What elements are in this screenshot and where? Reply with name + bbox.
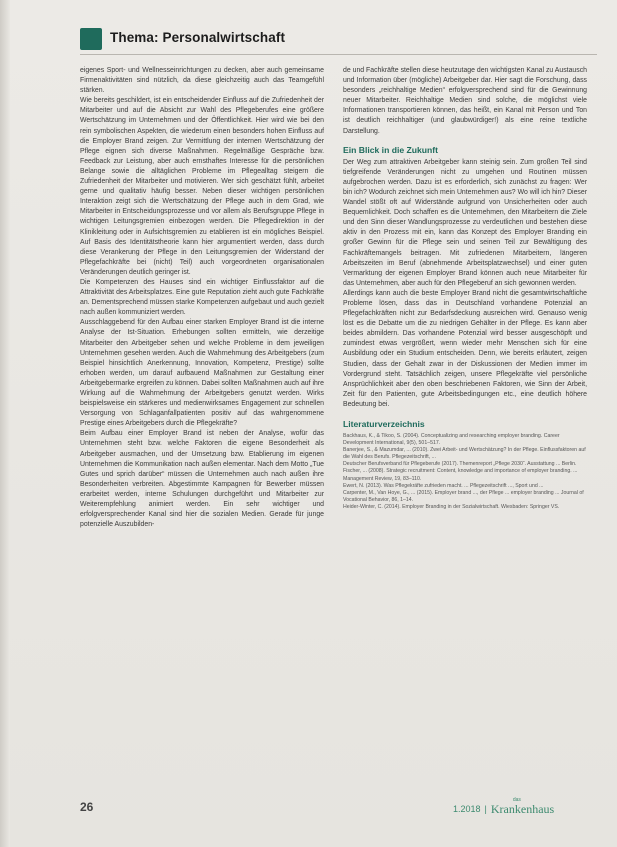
literature-item: Banerjee, S., & Mazumdar, ... (2010). Zwei Arbeit- und Wertschätzung? In der Pflege. Einflussfaktoren auf die Wahl des Berufs. Pflegezeitschrift, ... xyxy=(343,447,586,461)
literature-item: Backhaus, K., & Tikoo, S. (2004). Conceptualizing and researching employer branding. Career Development International, 9(5), 501–517. xyxy=(343,433,560,447)
page-binding-shadow xyxy=(0,0,10,847)
section-marker xyxy=(80,28,102,50)
paragraph: de und Fachkräfte stellen diese heutzutage den wichtigsten Kanal zu Austausch und Information über (mögliche) Arbeitgeber dar. Hier sagt die Forschung, dass besonders „reichhaltige Medien“ erfolgversprechend sind für die Gewinnung neuer Mitarbeiter. Reichhaltige Medien sind solche, die möglichst viele Informationen transportieren können, das heißt, ein Kanal mit Person und Ton ist deutlich reichhaltiger (und glaubwürdiger!) als eine reine textliche Darstellung. xyxy=(343,67,587,135)
literature-list xyxy=(343,433,587,511)
issue-number: 1.2018 xyxy=(453,804,481,814)
section-title: Thema: Personalwirtschaft xyxy=(110,30,286,45)
header-divider xyxy=(80,54,597,55)
section-heading: Ein Blick in die Zukunft xyxy=(343,144,439,155)
right-column xyxy=(343,66,587,766)
literature-item: Fischer, ... (2008). Strategic recruitment: Content, knowledge and importance of employer branding. ... Management Review, 19, 83–110. xyxy=(343,468,578,482)
paragraph: Wie bereits geschildert, ist ein entscheidender Einfluss auf die Zufriedenheit der Mitarbeiter und auf die Absicht zur Wahl des Pflegeberufes eine größere Wertschätzung im Unternehmen und der Öffentlichkeit. Hier wird wie bei den rein symbolischen Aspekten, die wiederum einen besonders hohen Einfluss auf die Employer Brand zeigen. Zur Vermittlung der internen Wertschätzung der Pflege eignen sich diverse Maßnahmen. Regelmäßige Gespräche bzw. Feedback zur Leistung, aber auch ernsthaftes Interesse für die persönlichen Belange sowie die alltäglichen Probleme im Pflegealltag steigern die Zufriedenheit der Mitarbeiter und motivieren. Wer sich geschätzt fühlt, arbeitet gerne und qualitativ häufig besser. Neben dieser wichtigen persönlichen Interaktion zeigt sich die Wertschätzung der Pflege auch in dem Grad, wie Mitarbeiter in Entscheidungsprozesse und vor allem als Berufsgruppe Pflege in wichtigen Leitungsgremien einbezogen werden. Die Pflegedirektion in der Klinikleitung oder in Aufsichtsgremien zu etablieren ist ein mögliches Beispiel. Auf Basis des Identitätstheorie kann hier argumentiert werden, dass durch diese Verankerung der Pflege in den Leitungsgremien der Widerstand der Pflegefachkräfte bei (nicht) Teil) auch vorgeordneten organisationalen Veränderungen deutlich geringer ist. xyxy=(80,97,324,276)
literature-item: Deutscher Berufsverband für Pflegeberufe (2017). Themenreport „Pflege 2030“. Ausstattung ... Berlin. xyxy=(343,461,577,468)
paragraph: Beim Aufbau einer Employer Brand ist neben der Analyse, wofür das Unternehmen steht bzw. welche Faktoren die eigene Besonderheit als Arbeitgeber ausmachen, und der Umsetzung bzw. Etablierung im eigenen Unternehmen die Kommunikation nach außen elementar. Nach dem Motto „Tue Gutes und sprich darüber“ müssen die Unternehmen auch nach außen ihre Besonderheiten verbreiten. Abgestimmte Kampagnen für Bewerber müssen erarbeitet werden, interne Schulungen durchgeführt und Mitarbeiter zur Weiterempfehlung animiert werden. Ein sehr wichtiger und erfolgversprechender Kanal sind hier die sozialen Medien. Gerade für junge potenzielle Auszubilden- xyxy=(80,430,324,529)
logo-article: das xyxy=(512,797,521,803)
footer-separator: | xyxy=(484,804,487,814)
literature-item: Heider-Winter, C. (2014). Employer Branding in der Sozialwirtschaft. Wiesbaden: Springer VS. xyxy=(343,503,560,510)
left-column xyxy=(80,66,324,836)
literature-item: Ewert, N. (2013). Was Pflegekräfte zufrieden macht. ... Pflegezeitschrift ..., Sport und ... xyxy=(343,482,544,489)
paragraph: eigenes Sport- und Wellnesseinrichtungen zu decken, aber auch gemeinsame Firmenaktivitäten sind nützlich, da diese gleichzeitig auch das Teamgefühl stärken. xyxy=(80,67,324,95)
paragraph: Ausschlaggebend für den Aufbau einer starken Employer Brand ist die interne Analyse der Ist-Situation. Erhebungen sollten ermitteln, wie derzeitige Mitarbeiter den Arbeitgeber sehen und welche Probleme in dem jeweiligen Unternehmen gesehen werden. Auch die Wahrnehmung des Arbeitgebers (zum Beispiel hinsichtlich Anerkennung, Innovation, Kompetenz, Prestige) sollte erhoben werden, um darauf aufbauend Maßnahmen zur Gestaltung einer Arbeitgebermarke ergreifen zu können. Dabei sollten Maßnahmen auch auf ihre Wirkung auf die Wahrnehmung der Arbeitgebers genutzt werden. Wirks beispielsweise ein stärkeres und medienwirksames Engagement zur schnellen Versorgung von Schlaganfallpatienten positiv auf das wahrgenommene Prestige eines Arbeitgebers durch die Pflegekräfte? xyxy=(80,319,324,428)
page-number: 26 xyxy=(80,800,94,814)
logo-name: Krankenhaus xyxy=(490,802,555,816)
literature-heading: Literaturverzeichnis xyxy=(343,419,425,429)
magazine-logo xyxy=(491,797,554,816)
paragraph: Die Kompetenzen des Hauses sind ein wichtiger Einflussfaktor auf die Attraktivität des Arbeitsplatzes. Eine gute Reputation zieht auch gute Fachkräfte an. Dementsprechend müssen starke Kompetenzen aufgebaut und auch gezielt nach außen kommuniziert werden. xyxy=(80,278,324,317)
paragraph: Allerdings kann auch die beste Employer Brand nicht die gesamtwirtschaftliche Probleme lösen, dass das in Deutschland vorhandene Potenzial an Pflegefachkräften nicht zur Bedarfsdeckung ausreichen wird. Genauso wenig löst es die Debatte um die zu niedrigen Gehälter in der Pflege. Es kann aber beides abmildern. Das vorhandene Potenzial wird besser ausgeschöpft und zumindest etwas vergrößert, wenn wieder mehr Menschen sich für eine Ausbildung oder ein Studium entscheiden. Denn, wie bereits erläutert, zeigen Studien, dass der Gehalt zwar in der Diskussionen der Medien immer im Vordergrund steht. Tatsächlich zeigen, unsere Pflegekräfte viel persönliche Ansprüchlichkeit aber den oben beschriebenen Faktoren, wie Sinn der Arbeit, Zeit für den Patienten, gute Arbeitsbedingungen etc., eine deutlich höhere Bedeutung bei. xyxy=(343,289,587,408)
literature-item: Carpenter, M., Van Hoye, G., ... (2015). Employer brand ..., der Pflege ... employer branding ... Journal of Vocational Behavior, 86, 1–14. xyxy=(343,489,584,503)
footer-branding xyxy=(453,794,554,816)
paragraph: Der Weg zum attraktiven Arbeitgeber kann steinig sein. Zum großen Teil sind tiefgreifende Veränderungen nicht zu umgehen und Routinen müssen aufgebrochen werden. Dazu ist es erforderlich, sich zunächst zu fragen: Wer bin ich? Wodurch zeichnet sich mein Unternehmen aus? Wo will ich hin? Dieser Wandel stößt oft auf Widerstände aufgrund von Unsicherheiten oder auch Bequemlichkeit. Doch schaffen es die Unternehmen, den Mitarbeitern die Ziele und den Sinn dieser Wandlungsprozesse zu verdeutlichen und bestehen diese aktiv in den Prozess mit ein, kann das Konzept des Employer Branding ein großer Gewinn für die Pflege sein und seinen Teil zur Bewältigung des Fachkräftemangels beitragen. Mit zufriedenen Mitarbeitern, längeren Arbeitszeiten im Beruf (abnehmende Arbeitsplatzwechsel) und einer guten Vermarktung der eigenen Employer Brand können auch neue Mitarbeiter für das Unternehmen, aber auch für den Pflegeberuf an sich gewonnen werden. xyxy=(343,158,587,287)
